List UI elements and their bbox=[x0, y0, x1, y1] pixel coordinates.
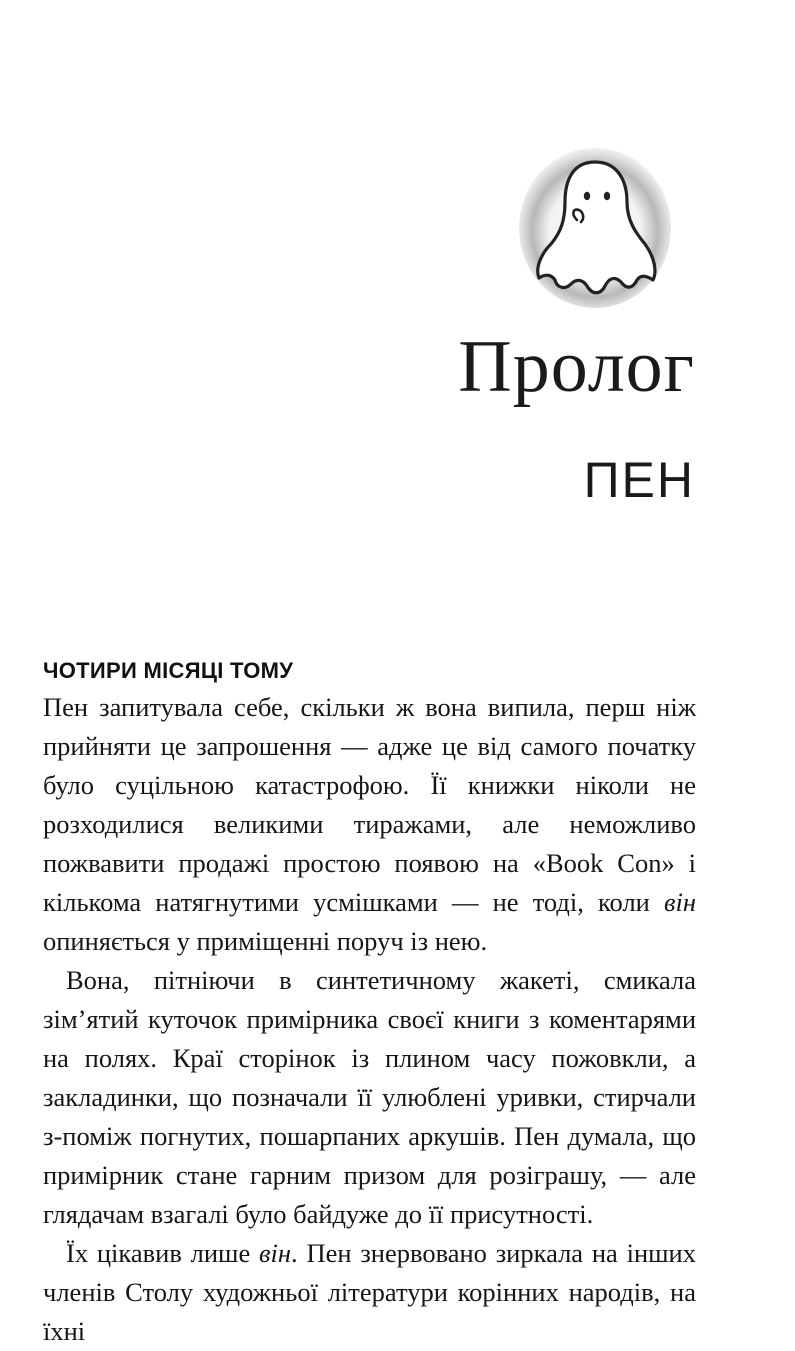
paragraph-3-text-a: Їх цікавив лише bbox=[66, 1238, 260, 1268]
ghost-icon bbox=[515, 140, 675, 310]
paragraph-3-emphasis: він bbox=[259, 1238, 292, 1268]
paragraph-3 bbox=[43, 1234, 696, 1351]
chapter-narrator: ПЕН bbox=[583, 452, 695, 508]
paragraph-2: Вона, пітніючи в синтетичному жакеті, смикала зім’ятий куточок примірника своєї книги з коментарями на полях. Краї сторінок із плином часу пожовкли, а закладинки, що позначали її улюблені уривки, стирчали з-поміж погнутих, пошарпаних аркушів. Пен думала, що примірник стане гарним призом для розіграшу, — але глядачам взагалі було байдуже до її присутності. bbox=[43, 965, 696, 1229]
section-heading: ЧОТИРИ МІСЯЦІ ТОМУ bbox=[43, 658, 294, 683]
paragraph-3-text-b: . Пен знервовано зиркала на інших членів Столу художньої літератури корінних народів, на їхні bbox=[43, 1238, 696, 1346]
paragraph-1 bbox=[43, 688, 696, 961]
paragraph-1-text-a: Пен запитувала себе, скільки ж вона випила, перш ніж прийняти це запрошення — адже це від самого початку було суцільною катастрофою. Її книжки ніколи не розходилися великими тиражами, але неможливо пожвавити продажі простою появою на «Book Con» і кількома натягнутими усмішками — не тоді, коли bbox=[43, 692, 696, 917]
paragraph-1-text-b: опиняється у приміщенні поруч із нею. bbox=[43, 926, 488, 956]
chapter-title: Пролог bbox=[458, 326, 695, 408]
paragraph-1-emphasis: він bbox=[663, 887, 696, 917]
body-text bbox=[43, 688, 696, 1351]
ghost-illustration bbox=[515, 140, 675, 310]
